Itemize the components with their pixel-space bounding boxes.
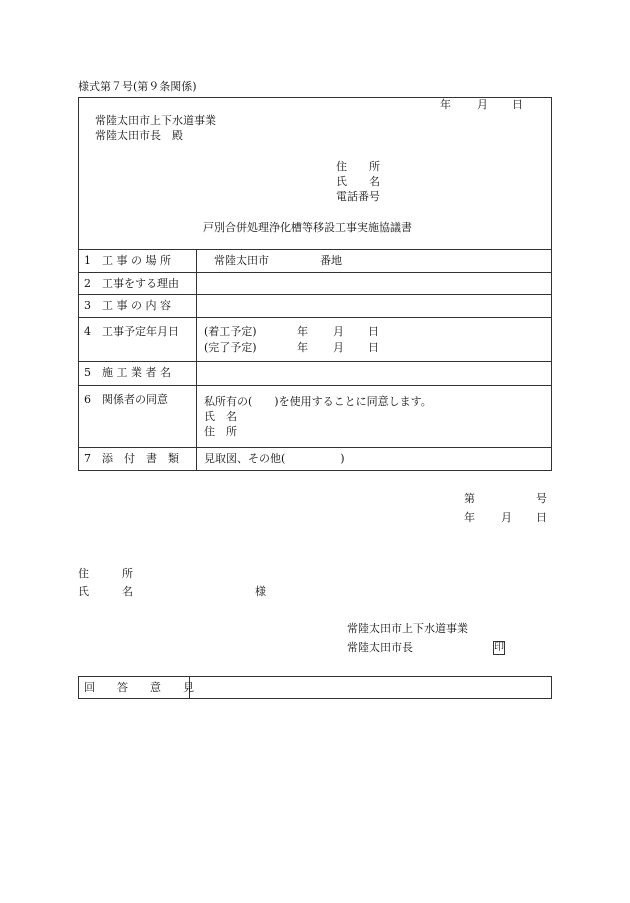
addressee-line2: 常陸太田市長 殿 <box>95 129 183 142</box>
start-day: 日 <box>368 325 379 338</box>
row-number: 4 <box>84 325 91 338</box>
row-number: 2 <box>84 277 91 290</box>
row-number: 5 <box>84 366 91 379</box>
applicant-address-label: 住 所 <box>336 160 380 173</box>
row-label: 工事予定年月日 <box>102 325 179 338</box>
start-year: 年 <box>297 325 308 338</box>
applicant-name-label: 氏 名 <box>336 175 380 188</box>
reply-month: 月 <box>501 511 512 524</box>
row-label: 工事をする理由 <box>102 277 179 290</box>
reply-honorific: 様 <box>255 585 266 598</box>
issuer-line2: 常陸太田市長 <box>347 641 413 654</box>
row-number: 6 <box>84 393 91 406</box>
seal-stamp: 印 <box>494 642 504 653</box>
end-year: 年 <box>297 341 308 354</box>
reply-year: 年 <box>464 511 475 524</box>
row-number: 3 <box>84 299 91 312</box>
table-top-line <box>78 249 552 250</box>
start-month: 月 <box>333 325 344 338</box>
addressee-line1: 常陸太田市上下水道事業 <box>95 114 216 127</box>
consent-text: 私所有の( )を使用することに同意します。 <box>204 395 432 408</box>
reply-day: 日 <box>536 511 547 524</box>
row-divider <box>78 447 552 448</box>
row-label: 添 付 書 類 <box>102 452 179 465</box>
reply-number-suffix: 号 <box>536 492 547 505</box>
reply-address-label: 住 所 <box>78 567 133 580</box>
start-label: (着工予定) <box>204 325 257 338</box>
end-month: 月 <box>333 341 344 354</box>
column-divider <box>196 249 197 471</box>
date-month: 月 <box>477 98 488 111</box>
row-label: 施 工 業 者 名 <box>102 366 171 379</box>
row-divider <box>78 385 552 386</box>
end-label: (完了予定) <box>204 341 257 354</box>
site-city: 常陸太田市 <box>214 254 269 267</box>
site-lot-number: 番地 <box>320 254 342 267</box>
consent-name-label: 氏 名 <box>204 410 237 423</box>
date-year: 年 <box>440 98 451 111</box>
date-day: 日 <box>512 98 523 111</box>
row-divider <box>78 294 552 295</box>
end-day: 日 <box>368 341 379 354</box>
row-label: 関係者の同意 <box>102 393 168 406</box>
document-title: 戸別合併処理浄化槽等移設工事実施協議書 <box>203 221 412 234</box>
form-number: 様式第７号(第９条関係) <box>78 80 197 93</box>
row-number: 1 <box>84 254 91 267</box>
row-label: 工 事 の 内 容 <box>102 299 171 312</box>
row-divider <box>78 361 552 362</box>
reply-name-label: 氏 名 <box>78 585 133 598</box>
issuer-line1: 常陸太田市上下水道事業 <box>347 622 468 635</box>
row-label: 工 事 の 場 所 <box>102 254 171 267</box>
row-divider <box>78 317 552 318</box>
consent-address-label: 住 所 <box>204 425 237 438</box>
applicant-phone-label: 電話番号 <box>336 190 380 203</box>
row-divider <box>78 272 552 273</box>
attachments-text: 見取図、その他( ) <box>204 452 345 465</box>
answer-label: 回 答 意 見 <box>84 681 194 694</box>
row-number: 7 <box>84 452 91 465</box>
reply-number-prefix: 第 <box>464 492 475 505</box>
